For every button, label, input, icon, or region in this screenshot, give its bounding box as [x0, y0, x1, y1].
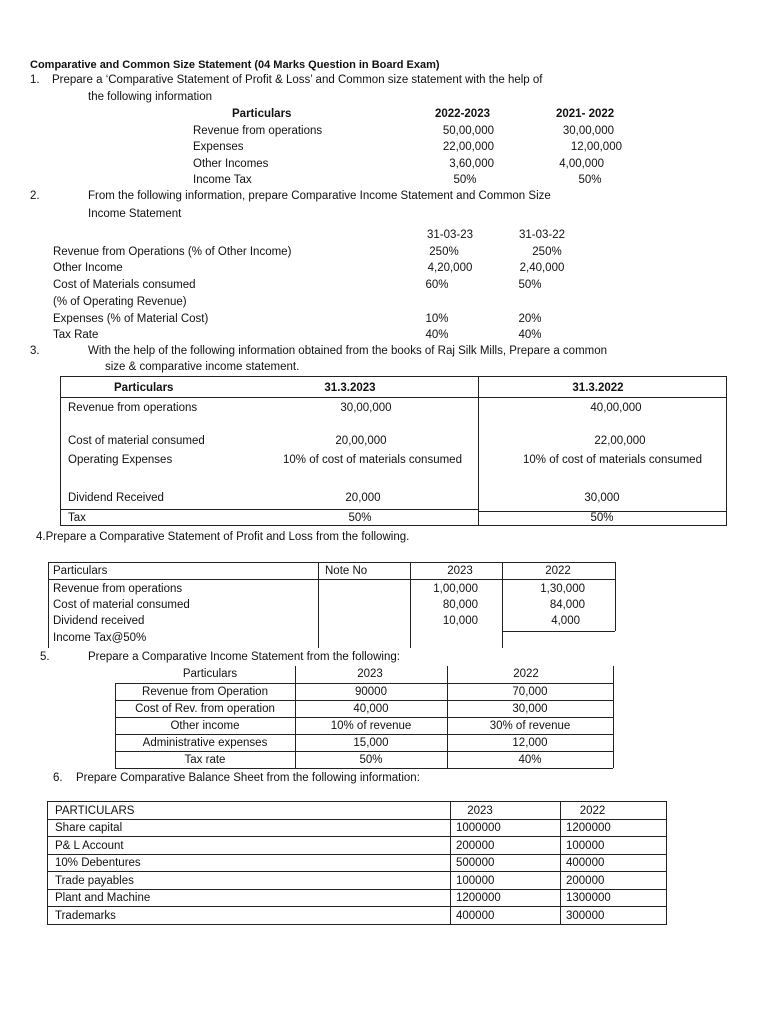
q4-row-label: Revenue from operations — [53, 583, 183, 595]
q4-header-note-no: Note No — [325, 565, 368, 577]
q3-header-particulars: Particulars — [114, 382, 174, 394]
q2-row-value: 20% — [518, 313, 542, 325]
q5-row-label: Other income — [170, 720, 240, 732]
q4-row-value: 1,30,000 — [540, 583, 585, 595]
q4-row-label: Income Tax@50% — [53, 632, 147, 644]
q6-row-label: P& L Account — [55, 840, 124, 852]
q3-row-value: 20,000 — [345, 492, 381, 504]
q3-row-value: 10% of cost of materials consumed — [523, 454, 702, 466]
q5-row-value: 90000 — [355, 686, 387, 698]
q2-row-value: 250% — [532, 246, 562, 258]
q1-header-2022-2023: 2022-2023 — [435, 108, 490, 120]
q5-row-line — [115, 751, 613, 752]
q2-header-31-03-23: 31-03-23 — [426, 229, 474, 241]
q1-row-value: 3,60,000 — [449, 158, 494, 170]
q6-row-value: 1000000 — [456, 822, 501, 834]
q3-header-divider — [60, 397, 727, 398]
q6-row-label: 10% Debentures — [55, 857, 141, 869]
q6-question: Prepare Comparative Balance Sheet from the following information: — [76, 772, 420, 784]
q1-header-particulars: Particulars — [232, 108, 292, 120]
q3-row-value: 30,00,000 — [340, 402, 392, 414]
q6-row-label: Share capital — [55, 822, 123, 834]
q2-row-value: 2,40,000 — [519, 262, 565, 274]
q2-row-value: 60% — [425, 279, 449, 291]
q6-row-value: 400000 — [566, 857, 605, 869]
q3-row-value: 20,00,000 — [335, 435, 387, 447]
q6-row-line — [47, 854, 667, 855]
q2-number: 2. — [30, 190, 40, 202]
q5-row-line — [115, 700, 613, 701]
q3-row-label: Dividend Received — [68, 492, 164, 504]
q5-row-value: 30% of revenue — [489, 720, 571, 732]
q6-header-2022: 2022 — [579, 805, 606, 817]
q1-row-value: 12,00,000 — [570, 141, 622, 153]
q4-row-value: 4,000 — [551, 615, 580, 627]
q5-header-2022: 2022 — [513, 668, 539, 680]
q4-row-value: 84,000 — [549, 599, 585, 611]
q4-header-particulars: Particulars — [53, 565, 108, 577]
q6-row-value: 500000 — [456, 857, 495, 869]
q2-row-label: Other Income — [53, 262, 123, 274]
q4-question: 4.Prepare a Comparative Statement of Profit and Loss from the following. — [36, 531, 410, 543]
q4-row-label: Cost of material consumed — [53, 599, 190, 611]
q2-row-label: (% of Operating Revenue) — [53, 296, 187, 308]
q6-row-value: 1200000 — [566, 822, 611, 834]
q1-row-value: 22,00,000 — [442, 141, 494, 153]
q5-row-value: 40% — [518, 754, 542, 766]
q6-row-value: 100000 — [566, 840, 605, 852]
q4-partial-bottom — [502, 631, 615, 632]
q2-row-value: 4,20,000 — [427, 262, 473, 274]
q2-row-label: Expenses (% of Material Cost) — [53, 313, 209, 325]
q2-header-31-03-22: 31-03-22 — [518, 229, 566, 241]
q3-row-value: 50% — [348, 512, 372, 524]
q5-row-label: Cost of Rev. from operation — [135, 703, 275, 715]
q5-row-label: Tax rate — [184, 754, 226, 766]
q1-row-value: 4,00,000 — [559, 158, 604, 170]
q3-row-value: 10% of cost of materials consumed — [283, 454, 462, 466]
q4-row-value: 10,000 — [442, 615, 478, 627]
q1-row-value: 50% — [578, 174, 602, 186]
q6-number: 6. — [53, 772, 63, 784]
q3-row-label: Revenue from operations — [68, 402, 198, 414]
q6-row-value: 400000 — [456, 910, 495, 922]
q6-row-line — [47, 906, 667, 907]
q6-row-value: 300000 — [566, 910, 605, 922]
q1-row-label: Income Tax — [193, 174, 252, 186]
q5-row-value: 30,000 — [512, 703, 548, 715]
q3-row-value: 22,00,000 — [594, 435, 646, 447]
q5-row-value: 70,000 — [512, 686, 548, 698]
q4-row-value: 80,000 — [442, 599, 478, 611]
q4-header-2022: 2022 — [545, 565, 571, 577]
q6-row-line — [47, 836, 667, 837]
q3-row-label: Operating Expenses — [68, 454, 173, 466]
q6-row-line — [47, 871, 667, 872]
q5-row-label: Administrative expenses — [142, 737, 268, 749]
q5-row-value: 50% — [359, 754, 383, 766]
q4-header-divider — [48, 579, 615, 580]
q2-row-value: 250% — [429, 246, 459, 258]
q3-row-label: Cost of material consumed — [68, 435, 205, 447]
q1-row-value: 30,00,000 — [562, 125, 614, 137]
q2-row-value: 10% — [425, 313, 449, 325]
q3-question-line-1: With the help of the following information obtained from the books of Raj Silk Mills, Prepare a common — [88, 345, 608, 357]
q3-row-divider — [60, 509, 478, 510]
q3-number: 3. — [30, 345, 40, 357]
q5-header-particulars: Particulars — [182, 668, 238, 680]
q6-row-label: Trade payables — [55, 875, 134, 887]
q4-border-right — [615, 562, 616, 631]
q2-row-value: 40% — [518, 329, 542, 341]
q5-row-value: 15,000 — [353, 737, 389, 749]
q6-row-line — [47, 889, 667, 890]
q2-row-label: Tax Rate — [53, 329, 99, 341]
q6-row-value: 1300000 — [566, 892, 611, 904]
q5-number: 5. — [40, 651, 50, 663]
q1-header-2021-2022: 2021- 2022 — [556, 108, 615, 120]
q6-row-line — [47, 819, 667, 820]
q5-row-label: Revenue from Operation — [142, 686, 268, 698]
q3-row-value: 30,000 — [584, 492, 620, 504]
q3-header-31-3-2022: 31.3.2022 — [572, 382, 624, 394]
q4-header-2023: 2023 — [447, 565, 473, 577]
q1-row-label: Other Incomes — [193, 158, 269, 170]
q6-row-value: 200000 — [566, 875, 605, 887]
q4-border-left — [48, 562, 49, 648]
q5-border-right — [613, 666, 614, 768]
q6-header-2023: 2023 — [467, 805, 493, 817]
q5-question: Prepare a Comparative Income Statement from the following: — [88, 651, 400, 663]
q6-header-particulars: PARTICULARS — [55, 805, 135, 817]
q4-border-top — [48, 562, 615, 563]
q3-row-value: 50% — [590, 512, 614, 524]
q5-row-value: 40,000 — [353, 703, 389, 715]
q4-row-label: Dividend received — [53, 615, 145, 627]
document-title: Comparative and Common Size Statement (04 Marks Question in Board Exam) — [30, 59, 440, 71]
q3-column-divider — [478, 376, 479, 526]
q1-question-line-2: the following information — [88, 91, 213, 103]
q3-row-label: Tax — [68, 512, 86, 524]
q3-header-31-3-2023: 31.3.2023 — [324, 382, 376, 394]
q1-row-label: Expenses — [193, 141, 244, 153]
q5-row-line — [115, 734, 613, 735]
q6-row-label: Plant and Machine — [55, 892, 151, 904]
q6-row-value: 1200000 — [456, 892, 501, 904]
q2-row-value: 50% — [518, 279, 542, 291]
q2-row-value: 40% — [425, 329, 449, 341]
q1-row-value: 50% — [453, 174, 477, 186]
q2-question-line-2: Income Statement — [88, 208, 182, 220]
q5-header-2023: 2023 — [357, 668, 383, 680]
q4-column-divider — [502, 562, 503, 648]
q2-row-label: Revenue from Operations (% of Other Income) — [53, 246, 292, 258]
q5-row-value: 12,000 — [512, 737, 548, 749]
q2-question-line-1: From the following information, prepare Comparative Income Statement and Common Size — [88, 190, 551, 202]
q6-row-value: 200000 — [456, 840, 495, 852]
q1-row-value: 50,00,000 — [442, 125, 494, 137]
q5-row-line — [115, 683, 613, 684]
q6-row-value: 100000 — [456, 875, 495, 887]
q1-number: 1. — [30, 74, 40, 86]
q6-row-label: Trademarks — [55, 910, 116, 922]
q2-row-label: Cost of Materials consumed — [53, 279, 196, 291]
q5-row-value: 10% of revenue — [330, 720, 412, 732]
q5-row-line — [115, 768, 613, 769]
q3-question-line-2: size & comparative income statement. — [105, 361, 300, 373]
q1-question-line-1: Prepare a ‘Comparative Statement of Profit & Loss’ and Common size statement with the help of — [52, 74, 543, 86]
q3-row-value: 40,00,000 — [590, 402, 642, 414]
q1-row-label: Revenue from operations — [193, 125, 323, 137]
q4-row-value: 1,00,000 — [433, 583, 478, 595]
q4-column-divider — [318, 562, 319, 648]
q5-row-line — [115, 717, 613, 718]
